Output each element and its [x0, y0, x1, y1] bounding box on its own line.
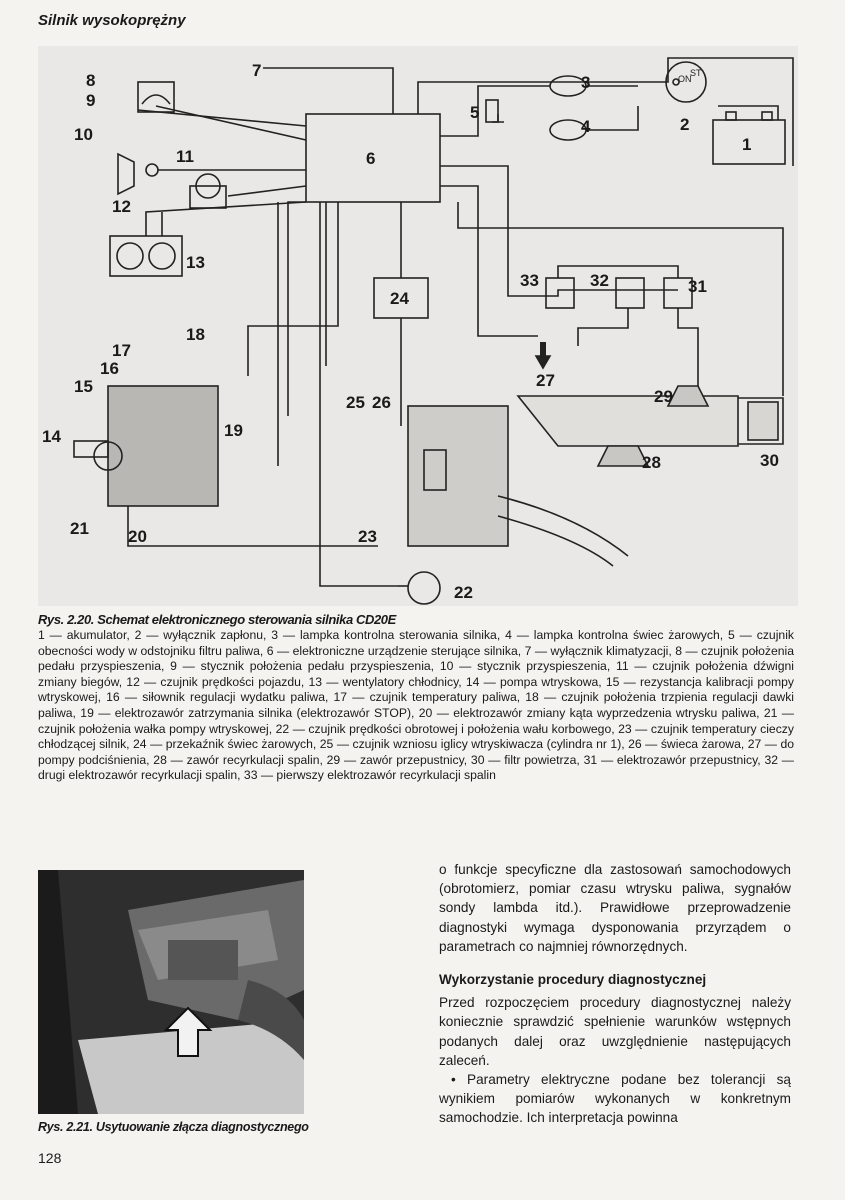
label-25: 25	[346, 393, 365, 412]
label-on: ON	[678, 74, 692, 84]
body-column	[439, 860, 791, 1128]
label-32: 32	[590, 271, 609, 290]
label-31: 31	[688, 277, 707, 296]
label-33: 33	[520, 271, 539, 290]
label-13: 13	[186, 253, 205, 272]
page-number: 128	[38, 1150, 62, 1166]
figure-caption-title: Rys. 2.20. Schemat elektronicznego sterowania silnika CD20E	[38, 612, 396, 627]
label-10: 10	[74, 125, 93, 144]
label-28: 28	[642, 453, 661, 472]
label-17: 17	[112, 341, 131, 360]
label-6: 6	[366, 149, 376, 168]
label-26: 26	[372, 393, 391, 412]
label-23: 23	[358, 527, 377, 546]
photo-caption: Rys. 2.21. Usytuowanie złącza diagnostycznego	[38, 1120, 309, 1134]
label-19: 19	[224, 421, 243, 440]
label-29: 29	[654, 387, 673, 406]
label-4: 4	[581, 117, 591, 136]
label-12: 12	[112, 197, 131, 216]
label-30: 30	[760, 451, 779, 470]
paragraph-3: • Parametry elektryczne podane bez tolerancji są wynikiem pomiarów wykonanych w konkretnym samochodzie. Ich interpretacja powinna	[439, 1072, 791, 1126]
label-3: 3	[581, 73, 591, 92]
running-header: Silnik wysokoprężny	[38, 12, 186, 29]
label-14: 14	[42, 427, 61, 446]
label-1: 1	[742, 135, 752, 154]
label-15: 15	[74, 377, 93, 396]
label-st: ST	[690, 68, 702, 78]
label-7: 7	[252, 61, 262, 80]
diagnostic-connector-photo	[38, 870, 304, 1114]
label-21: 21	[70, 519, 89, 538]
paragraph-2: Przed rozpoczęciem procedury diagnostycznej należy koniecznie sprawdzić spełnienie warunków wstępnych podanych dalej oraz uwzględnienie następujących zaleceń.	[439, 995, 791, 1068]
label-11: 11	[176, 147, 194, 166]
schematic-svg	[38, 46, 798, 606]
label-20: 20	[128, 527, 147, 546]
figure-caption-legend: 1 — akumulator, 2 — wyłącznik zapłonu, 3 — lampka kontrolna sterowania silnika, 4 — lampka kontrolna świec żarowych, 5 — czujnik obecności wody w odstojniku filtru paliwa, 6 — elektroniczne urządzenie sterujące silnika, 7 — wyłącznik klimatyzacji, 8 — czujnik położenia pedału przyspieszenia, 9 — stycznik położenia pedału przyspieszenia, 10 — stycznik przyspieszenia, 11 — czujnik położenia dźwigni zmiany biegów, 12 — czujnik prędkości pojazdu, 13 — wentylatory chłodnicy, 14 — pompa wtryskowa, 15 — rezystancja kalibracji pompy wtryskowej, 16 — siłownik regulacji wydatku paliwa, 17 — czujnik temperatury paliwa, 18 — czujnik położenia trzpienia regulacji dawki paliwa, 19 — elektrozawór zatrzymania silnika (elektrozawór STOP), 20 — elektrozawór zmiany kąta wyprzedzenia wtrysku paliwa, 21 — czujnik położenia wałka pompy wtryskowej, 22 — czujnik prędkości obrotowej i położenia wału korbowego, 23 — czujnik temperatury cieczy chłodzącej silnik, 24 — przekaźnik świec żarowych, 25 — czujnik wzniosu iglicy wtryskiwacza (cylindra nr 1), 26 — świeca żarowa, 27 — do pompy podciśnienia, 28 — zawór recyrkulacji spalin, 29 — zawór przepustnicy, 30 — filtr powietrza, 31 — elektrozawór przepustnicy, 32 — drugi elektrozawór recyrkulacji spalin, 33 — pierwszy elektrozawór recyrkulacji spalin	[38, 628, 794, 783]
label-16: 16	[100, 359, 119, 378]
paragraph-1: o funkcje specyficzne dla zastosowań samochodowych (obrotomierz, pomiar czasu wtrysku paliwa, sygnałów sondy lambda itd.). Prawidłowe przeprowadzenie diagnostyki wymaga dysponowania przyrządem o parametrach co najmniej równorzędnych.	[439, 862, 791, 954]
label-27: 27	[536, 371, 555, 390]
label-18: 18	[186, 325, 205, 344]
label-5: 5	[470, 103, 480, 122]
label-22: 22	[454, 583, 473, 602]
section-heading: Wykorzystanie procedury diagnostycznej	[439, 972, 707, 988]
label-24: 24	[390, 289, 409, 308]
label-9: 9	[86, 91, 96, 110]
label-8: 8	[86, 71, 96, 90]
engine-control-schematic	[38, 46, 798, 606]
label-2: 2	[680, 115, 690, 134]
photo-svg	[38, 870, 304, 1114]
